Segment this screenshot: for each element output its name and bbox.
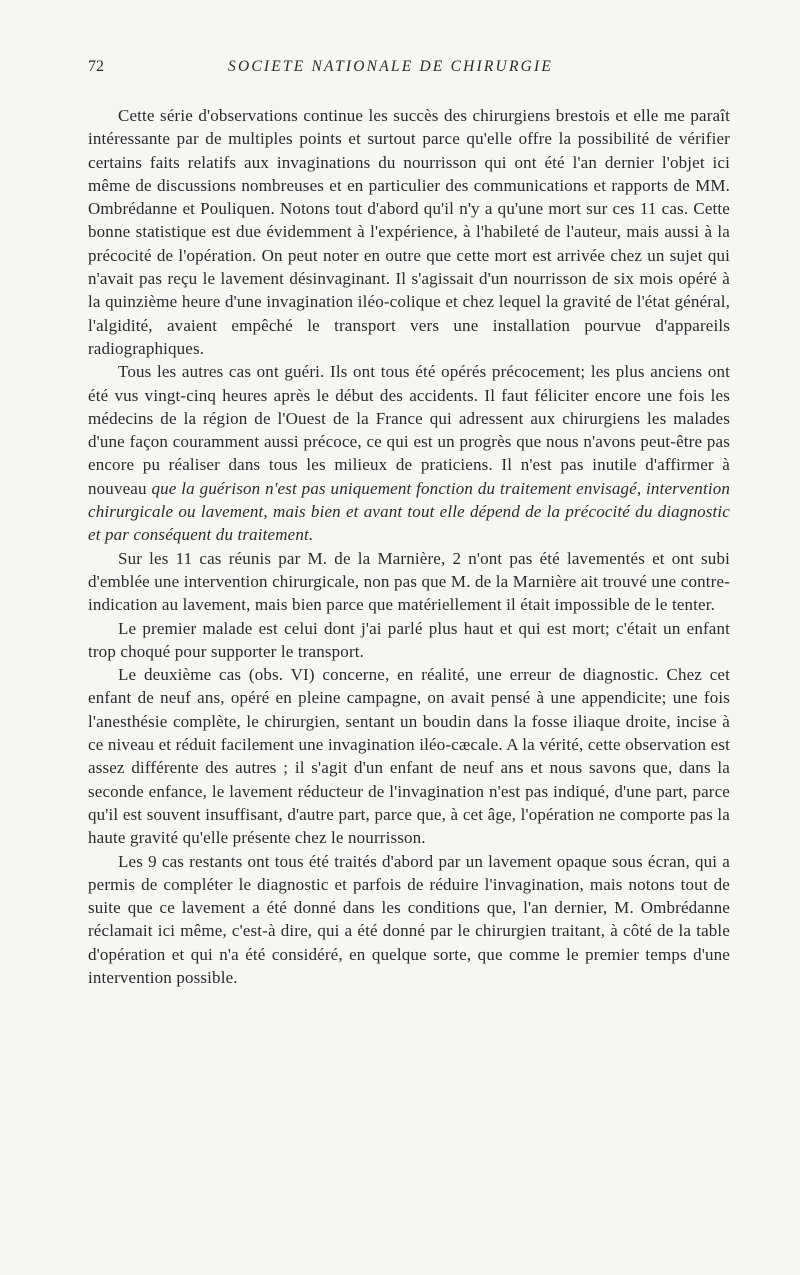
paragraph-5-text: Le deuxième cas (obs. VI) concerne, en réalité, une erreur de diagnostic. Chez cet enfant de neuf ans, opéré en pleine campagne, on avait pensé à une appendicite; une fois l'anesthésie complète, le chirurgien, sentant un boudin dans la fosse iliaque droite, incise à ce niveau et réduit facilement une invagination iléo-cæcale. A la vérité, cette observation est assez différente des autres ; il s'agit d'un enfant de neuf ans et nous savons que, dans la seconde enfance, le lavement réducteur de l'invagination n'est pas indiqué, d'une part, parce qu'il est souvent insuffisant, d'autre part, parce que, à cet âge, l'opération ne comporte pas la haute gravité qu'elle présente chez le nourrisson. bbox=[88, 665, 730, 848]
paragraph-3-text: Sur les 11 cas réunis par M. de la Marnière, 2 n'ont pas été lavementés et ont subi d'emblée une intervention chirurgicale, non pas que M. de la Marnière ait trouvé une contre-indication au lavement, mais bien parce que matériellement il était impossible de le tenter. bbox=[88, 548, 730, 615]
paragraph-6-text: Les 9 cas restants ont tous été traités d'abord par un lavement opaque sous écran, qui a permis de compléter le diagnostic et parfois de réduire l'invagination, mais notons tout de suite que ce lavement a été donné dans les conditions que, l'an dernier, M. Ombrédanne réclamait ici même, c'est-à dire, qui a été donné par le chirurgien traitant, à côté de la table d'opération et qui n'a été considéré, en quelque sorte, que comme le premier temps d'une intervention possible. bbox=[88, 851, 730, 987]
page-header bbox=[88, 58, 730, 88]
paragraph-6 bbox=[88, 850, 730, 990]
running-title: SOCIETE NATIONALE DE CHIRURGIE bbox=[228, 58, 554, 75]
paragraph-1 bbox=[88, 104, 730, 360]
paragraph-3 bbox=[88, 547, 730, 617]
paragraph-2 bbox=[88, 360, 730, 546]
paragraph-2-italic: que la guérison n'est pas uniquement fonction du traitement envisagé, intervention chirurgicale ou lavement, mais bien et avant tout elle dépend de la précocité du diagnostic et par conséquent du traitement. bbox=[88, 478, 730, 545]
paragraph-2-text: Tous les autres cas ont guéri. Ils ont tous été opérés précocement; les plus anciens ont été vus vingt-cinq heures après le début des accidents. Il faut féliciter encore une fois les médecins de la région de l'Ouest de la France qui adressent aux chirurgiens les malades d'une façon couramment aussi précoce, ce qui est un progrès que nous n'avons peut-être pas encore pu réaliser dans tous les milieux de praticiens. Il n'est pas inutile d'affirmer à nouveau bbox=[88, 362, 730, 498]
paragraph-4-text: Le premier malade est celui dont j'ai parlé plus haut et qui est mort; c'était un enfant trop choqué pour supporter le transport. bbox=[88, 618, 730, 661]
paragraph-4 bbox=[88, 617, 730, 664]
body-text bbox=[88, 104, 730, 989]
paragraph-5 bbox=[88, 663, 730, 849]
page-number: 72 bbox=[88, 58, 104, 75]
document-page bbox=[88, 58, 730, 989]
paragraph-1-text: Cette série d'observations continue les succès des chirurgiens brestois et elle me paraît intéressante par de multiples points et surtout parce qu'elle offre la possibilité de vérifier certains faits relatifs aux invaginations du nourrisson qui ont été l'an dernier l'objet ici même de discussions nombreuses et en particulier des communications et rapports de MM. Ombrédanne et Pouliquen. Notons tout d'abord qu'il n'y a qu'une mort sur ces 11 cas. Cette bonne statistique est due évidemment à l'expérience, à l'habileté de l'auteur, mais aussi à la précocité de l'opération. On peut noter en outre que cette mort est arrivée chez un sujet qui n'avait pas reçu le lavement désinvaginant. Il s'agissait d'un nourrisson de six mois opéré à la quinzième heure d'une invagination iléo-colique et chez lequel la gravité de l'état général, l'algidité, avaient empêché le transport vers une installation pourvue d'appareils radiographiques. bbox=[88, 106, 730, 358]
